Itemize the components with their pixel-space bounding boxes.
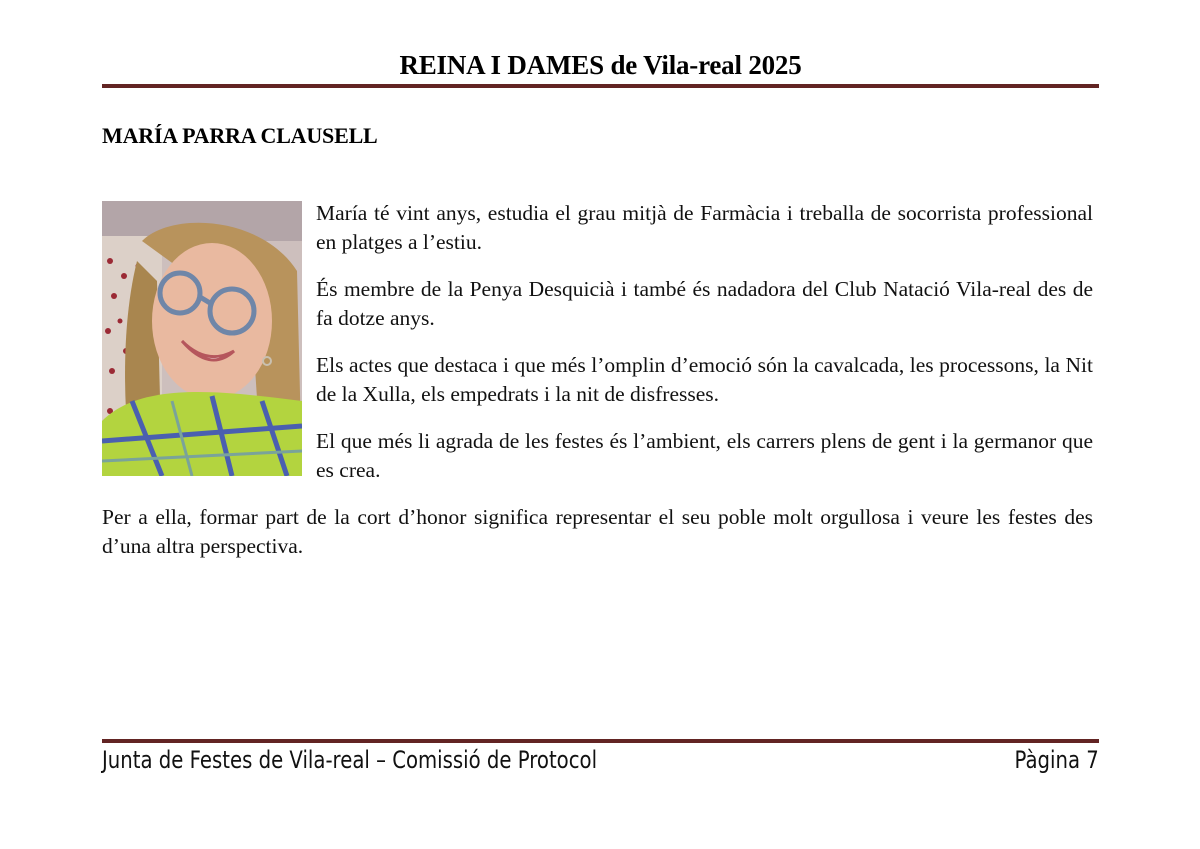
person-name-heading: MARÍA PARRA CLAUSELL xyxy=(102,123,378,148)
footer-divider xyxy=(102,739,1099,743)
footer-organization: Junta de Festes de Vila-real – Comissió de Protocol xyxy=(102,746,598,774)
bio-paragraph-full-width: Per a ella, formar part de la cort d’honor significa representar el seu poble molt orgullosa i veure les festes des d’una altra perspectiva. xyxy=(102,505,1093,558)
bio-paragraph: És membre de la Penya Desquicià i també és nadadora del Club Natació Vila-real des de fa dotze anys. xyxy=(316,277,1093,330)
bio-paragraph: María té vint anys, estudia el grau mitjà de Farmàcia i treballa de socorrista professional en platges a l’estiu. xyxy=(316,201,1093,254)
portrait-photo xyxy=(102,201,302,476)
page-number: Pàgina 7 xyxy=(1014,746,1099,774)
portrait-image-icon xyxy=(102,201,302,476)
bio-paragraph: El que més li agrada de les festes és l’ambient, els carrers plens de gent i la germanor que es crea. xyxy=(316,429,1093,482)
bio-paragraph: Els actes que destaca i que més l’omplin d’emoció són la cavalcada, les processons, la Nit de la Xulla, els empedrats i la nit de disfresses. xyxy=(316,353,1093,406)
header-divider xyxy=(102,84,1099,88)
bio-right-column xyxy=(316,199,1093,503)
page-header-title: REINA I DAMES de Vila-real 2025 xyxy=(399,50,802,80)
